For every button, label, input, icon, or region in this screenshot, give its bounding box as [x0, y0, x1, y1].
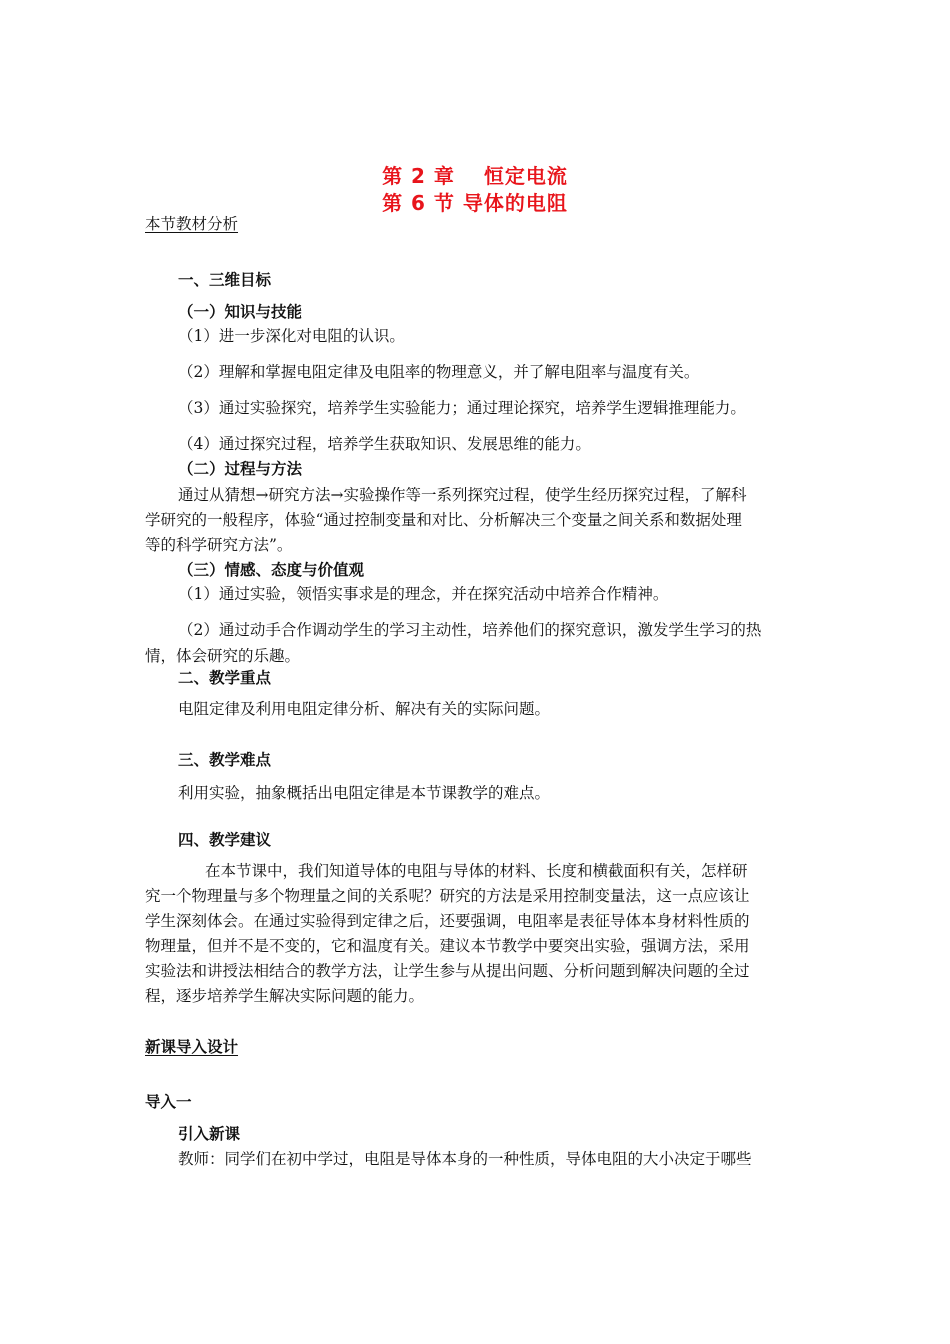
intro-heading: 新课导入设计 — [145, 1038, 239, 1056]
chapter-title: 第 2 章 恒定电流 — [382, 164, 568, 188]
goals-heading: 一、三维目标 — [178, 271, 272, 289]
key-point-text: 电阻定律及利用电阻定律分析、解决有关的实际问题。 — [178, 700, 551, 718]
suggestion-line-6: 程，逐步培养学生解决实际问题的能力。 — [145, 987, 425, 1005]
emotion-heading: （三）情感、态度与价值观 — [178, 561, 365, 579]
process-line-1: 通过从猜想→研究方法→实验操作等一系列探究过程，使学生经历探究过程，了解科 — [178, 486, 747, 504]
difficulty-heading: 三、教学难点 — [178, 751, 272, 769]
knowledge-item-1: （1）进一步深化对电阻的认识。 — [178, 327, 405, 345]
suggestion-line-4: 物理量，但并不是不变的，它和温度有关。建议本节教学中要突出实验，强调方法，采用 — [145, 937, 750, 955]
key-point-heading: 二、教学重点 — [178, 669, 272, 687]
intro1-text: 教师：同学们在初中学过，电阻是导体本身的一种性质，导体电阻的大小决定于哪些 — [178, 1150, 752, 1168]
knowledge-item-3: （3）通过实验探究，培养学生实验能力；通过理论探究，培养学生逻辑推理能力。 — [178, 399, 746, 417]
process-heading: （二）过程与方法 — [178, 460, 303, 478]
process-line-3: 等的科学研究方法”。 — [145, 536, 293, 554]
emotion-item-1: （1）通过实验，领悟实事求是的理念，并在探究活动中培养合作精神。 — [178, 585, 669, 603]
suggestion-line-2: 究一个物理量与多个物理量之间的关系呢？研究的方法是采用控制变量法，这一点应该让 — [145, 887, 750, 905]
suggestion-line-1: 在本节课中，我们知道导体的电阻与导体的材料、长度和横截面积有关，怎样研 — [205, 862, 748, 880]
intro1-sub-heading: 引入新课 — [178, 1125, 241, 1143]
knowledge-item-4: （4）通过探究过程，培养学生获取知识、发展思维的能力。 — [178, 435, 591, 453]
intro1-heading: 导入一 — [145, 1093, 192, 1111]
emotion-item-2-line-2: 情，体会研究的乐趣。 — [145, 647, 301, 665]
difficulty-text: 利用实验，抽象概括出电阻定律是本节课教学的难点。 — [178, 784, 551, 802]
suggestion-line-3: 学生深刻体会。在通过实验得到定律之后，还要强调，电阻率是表征导体本身材料性质的 — [145, 912, 750, 930]
section-title: 第 6 节 导体的电阻 — [382, 191, 568, 215]
knowledge-item-2: （2）理解和掌握电阻定律及电阻率的物理意义，并了解电阻率与温度有关。 — [178, 363, 700, 381]
emotion-item-2-line-1: （2）通过动手合作调动学生的学习主动性，培养他们的探究意识，激发学生学习的热 — [178, 621, 762, 639]
knowledge-heading: （一）知识与技能 — [178, 303, 303, 321]
analysis-heading: 本节教材分析 — [145, 215, 239, 233]
process-line-2: 学研究的一般程序，体验“通过控制变量和对比、分析解决三个变量之间关系和数据处理 — [145, 511, 742, 529]
suggestion-heading: 四、教学建议 — [178, 831, 272, 849]
suggestion-line-5: 实验法和讲授法相结合的教学方法，让学生参与从提出问题、分析问题到解决问题的全过 — [145, 962, 750, 980]
